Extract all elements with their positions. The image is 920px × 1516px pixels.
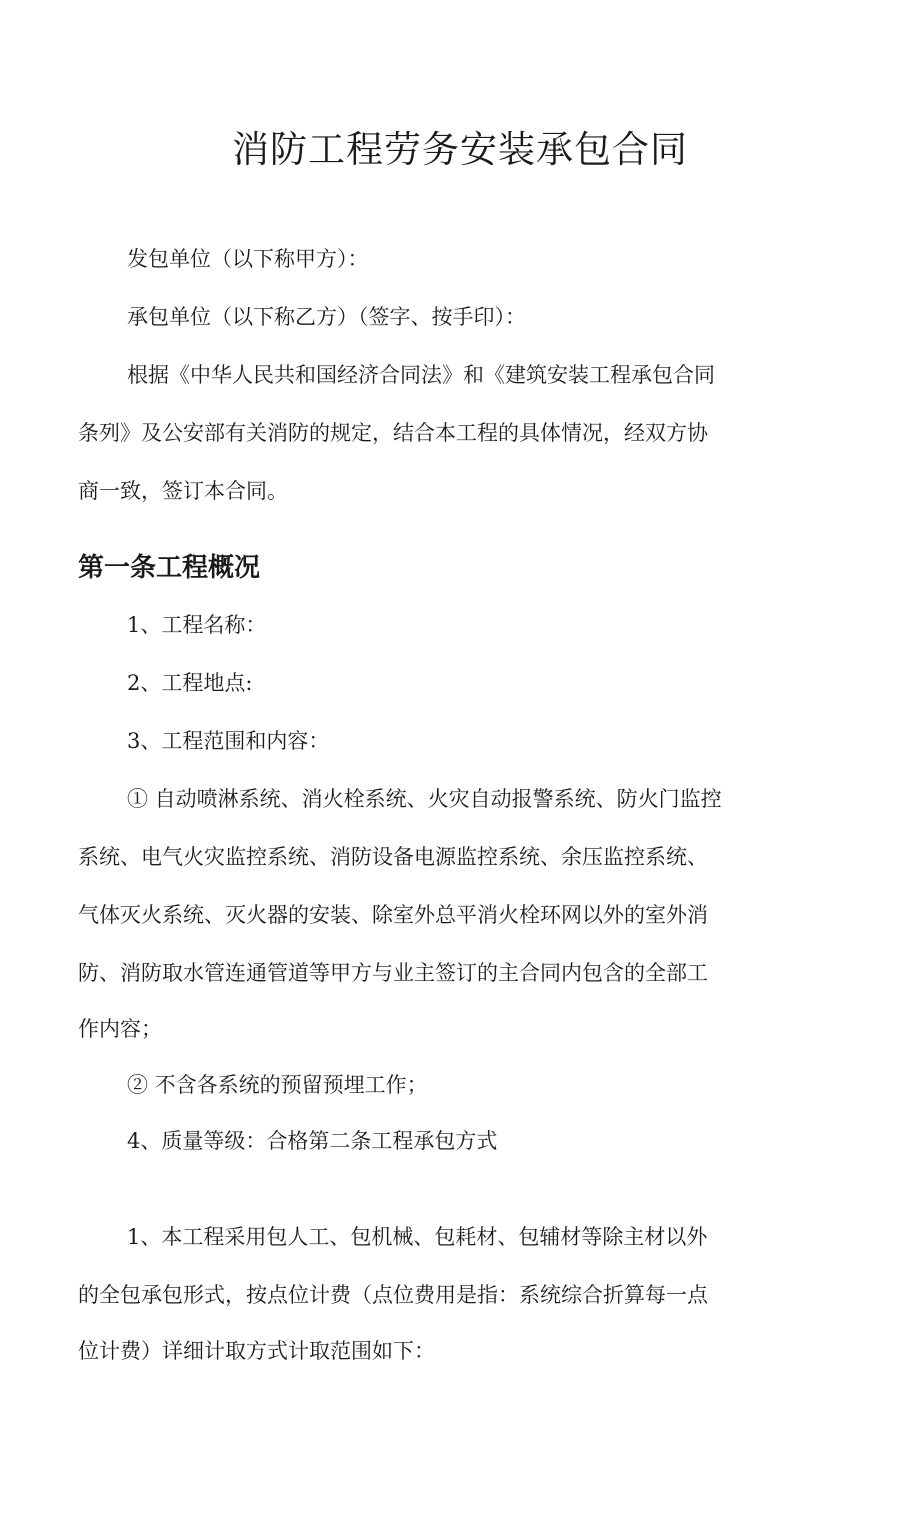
scope1-line-2: 系统、电气火灾监控系统、消防设备电源监控系统、余压监控系统、 xyxy=(78,845,708,869)
scope1-line-3: 气体灭火系统、灭火器的安装、除室外总平消火栓环网以外的室外消 xyxy=(78,903,708,927)
article2-para1-line-2: 的全包承包形式，按点位计费（点位费用是指：系统综合折算每一点 xyxy=(78,1283,708,1307)
project-name-item: 1、工程名称： xyxy=(127,613,267,637)
contract-title: 消防工程劳务安装承包合同 xyxy=(232,128,688,171)
preamble-line-3: 商一致，签订本合同。 xyxy=(78,479,288,503)
article2-para1-line-3: 位计费）详细计取方式计取范围如下： xyxy=(78,1339,435,1363)
scope1-line-5: 作内容； xyxy=(78,1017,162,1041)
party-b-line: 承包单位（以下称乙方）（签字、按手印）： xyxy=(127,305,526,329)
preamble-line-2: 条列》及公安部有关消防的规定，结合本工程的具体情况，经双方协 xyxy=(78,421,708,445)
scope2-line: ② 不含各系统的预留预埋工作； xyxy=(127,1073,428,1097)
quality-item: 4、质量等级：合格第二条工程承包方式 xyxy=(127,1129,498,1153)
preamble-line-1: 根据《中华人民共和国经济合同法》和《建筑安装工程承包合同 xyxy=(127,363,715,387)
project-location-item: 2、工程地点: xyxy=(127,671,253,695)
article2-para1-line-1: 1、本工程采用包人工、包机械、包耗材、包辅材等除主材以外 xyxy=(127,1225,708,1249)
article1-heading: 第一条工程概况 xyxy=(78,553,261,583)
scope1-line-1: ① 自动喷淋系统、消火栓系统、火灾自动报警系统、防火门监控 xyxy=(127,787,722,811)
party-a-line: 发包单位（以下称甲方）： xyxy=(127,247,369,271)
scope1-line-4: 防、消防取水管连通管道等甲方与业主签订的主合同内包含的全部工 xyxy=(78,961,708,985)
project-scope-item: 3、工程范围和内容： xyxy=(127,729,330,753)
